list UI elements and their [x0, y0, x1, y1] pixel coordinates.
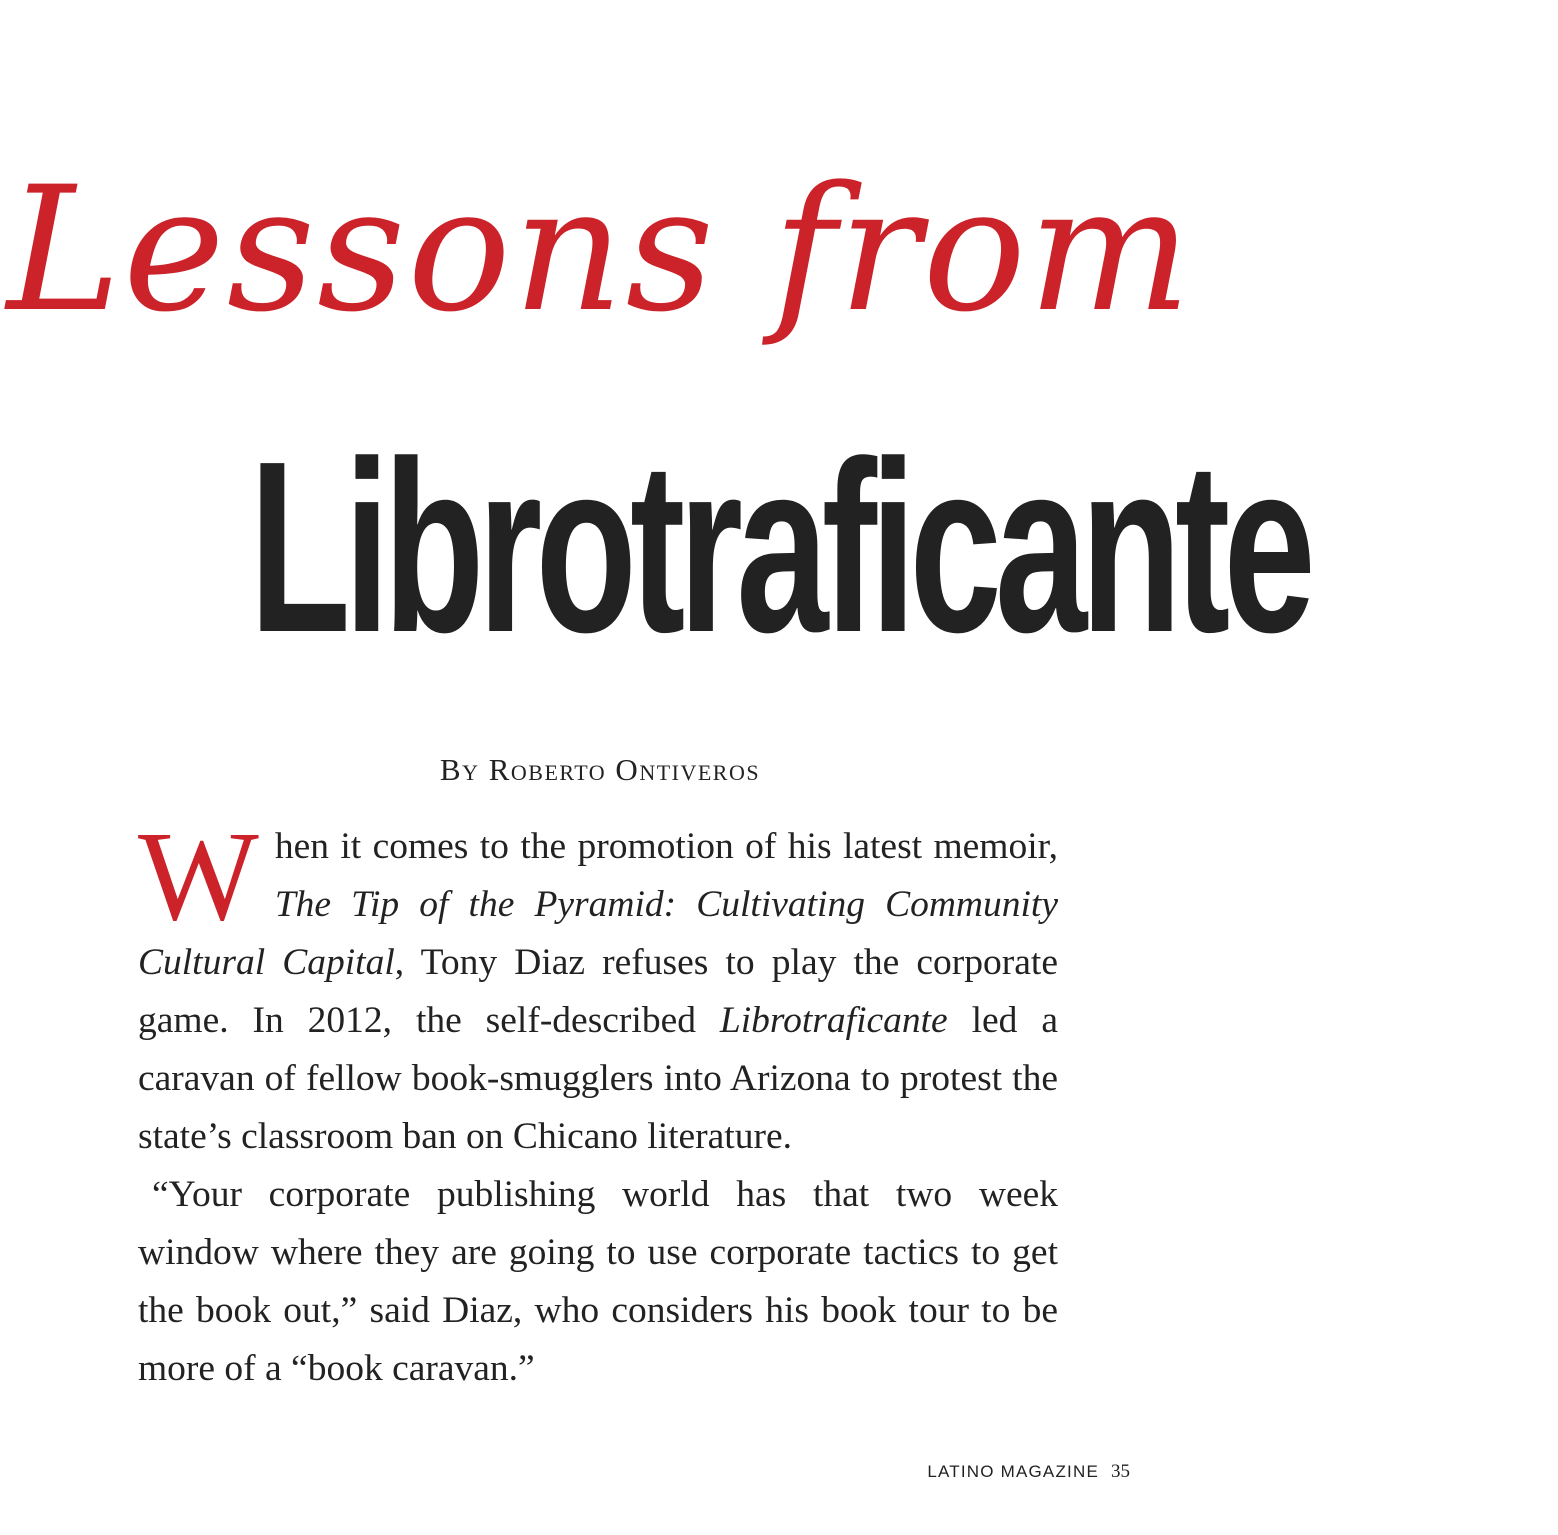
- book-title: The Tip of the Pyramid: Cultivating Community Cultural Capital: [138, 884, 1058, 983]
- title-script-line: Lessons from: [6, 149, 1194, 350]
- drop-cap: W: [138, 805, 259, 947]
- byline: By Roberto Ontiveros: [439, 752, 761, 787]
- page-footer: [927, 1461, 1130, 1483]
- title-main-line: [0, 410, 1309, 683]
- paragraph-1-text-2: , Tony Diaz refuses to play the corporate game. In 2012, the self-described: [138, 942, 1058, 1041]
- title-main-text: Librotraficante: [249, 410, 1309, 683]
- librotraficante-term: Librotraficante: [719, 1000, 948, 1041]
- paragraph-1: [138, 805, 1058, 1166]
- paragraph-2: “Your corporate publishing world has that two week window where they are going to use corporate tactics to get the book out,” said Diaz, who considers his book tour to be more of a “book caravan.”: [138, 1174, 1058, 1389]
- paragraph-1-text-3: led a caravan of fellow book-smugglers into Arizona to protest the state’s classroom ban on Chicano literature.: [138, 1000, 1058, 1157]
- paragraph-1-text-1: hen it comes to the promotion of his latest memoir,: [274, 826, 1058, 867]
- magazine-name: LATINO MAGAZINE: [927, 1462, 1099, 1481]
- article-body: [138, 805, 1058, 1398]
- page-number: 35: [1111, 1461, 1130, 1482]
